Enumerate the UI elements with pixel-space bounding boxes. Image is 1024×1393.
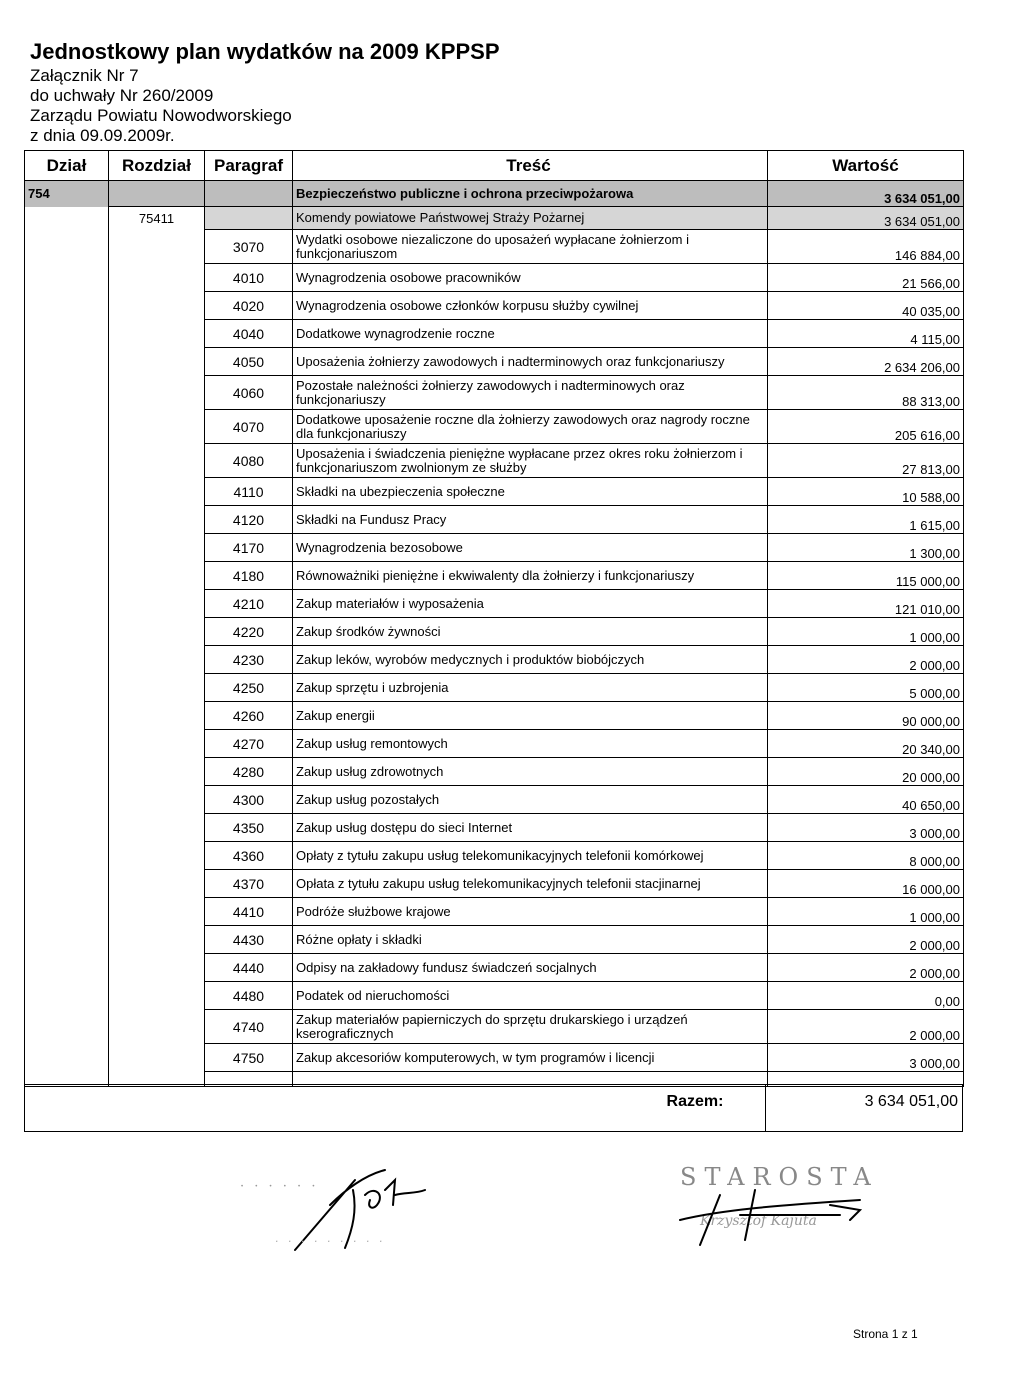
right-signature (660, 1155, 920, 1250)
paragraph-row (25, 898, 964, 926)
table-header-row (25, 151, 964, 181)
paragraph-value: 3 000,00 (768, 814, 964, 842)
paragraph-row (25, 534, 964, 562)
document-title: Jednostkowy plan wydatków na 2009 KPPSP (30, 39, 500, 64)
paragraph-row (25, 292, 964, 320)
paragraph-description: Zakup usług remontowych (293, 730, 768, 758)
paragraph-description: Wynagrodzenia osobowe członków korpusu służby cywilnej (293, 292, 768, 320)
dzial-empty-rozdzial (109, 181, 205, 207)
dzial-row (25, 181, 964, 207)
paragraph-empty-rozdzial (109, 320, 205, 348)
paragraph-empty-dzial (25, 842, 109, 870)
paragraph-code: 4250 (205, 674, 293, 702)
paragraph-description: Odpisy na zakładowy fundusz świadczeń socjalnych (293, 954, 768, 982)
paragraph-empty-dzial (25, 870, 109, 898)
paragraph-row (25, 1010, 964, 1044)
paragraph-row (25, 646, 964, 674)
paragraph-empty-dzial (25, 1044, 109, 1072)
paragraph-code: 4080 (205, 444, 293, 478)
paragraph-value: 2 000,00 (768, 954, 964, 982)
rozdzial-name: Komendy powiatowe Państwowej Straży Pożarnej (293, 207, 768, 230)
paragraph-value: 27 813,00 (768, 444, 964, 478)
paragraph-empty-rozdzial (109, 562, 205, 590)
paragraph-row (25, 842, 964, 870)
dzial-name: Bezpieczeństwo publiczne i ochrona przeciwpożarowa (293, 181, 768, 207)
paragraph-empty-dzial (25, 562, 109, 590)
paragraph-empty-rozdzial (109, 348, 205, 376)
attachment-number: Załącznik Nr 7 (30, 66, 139, 85)
total-value: 3 634 051,00 (864, 1093, 958, 1110)
paragraph-description: Zakup środków żywności (293, 618, 768, 646)
paragraph-description: Różne opłaty i składki (293, 926, 768, 954)
paragraph-value: 2 000,00 (768, 1010, 964, 1044)
paragraph-code: 4010 (205, 264, 293, 292)
left-signature (235, 1150, 445, 1260)
paragraph-value: 16 000,00 (768, 870, 964, 898)
column-header-paragraf: Paragraf (205, 151, 293, 181)
total-row (24, 1084, 963, 1132)
paragraph-row (25, 618, 964, 646)
paragraph-empty-dzial (25, 702, 109, 730)
paragraph-empty-dzial (25, 926, 109, 954)
paragraph-row (25, 230, 964, 264)
paragraph-row (25, 730, 964, 758)
paragraph-row (25, 982, 964, 1010)
paragraph-code: 4220 (205, 618, 293, 646)
paragraph-empty-rozdzial (109, 506, 205, 534)
paragraph-value: 20 340,00 (768, 730, 964, 758)
paragraph-empty-rozdzial (109, 786, 205, 814)
paragraph-empty-rozdzial (109, 376, 205, 410)
paragraph-empty-rozdzial (109, 954, 205, 982)
paragraph-code: 4370 (205, 870, 293, 898)
paragraph-empty-dzial (25, 444, 109, 478)
document-header (30, 38, 500, 146)
paragraph-row (25, 348, 964, 376)
paragraph-empty-dzial (25, 506, 109, 534)
paragraph-value: 0,00 (768, 982, 964, 1010)
paragraph-value: 4 115,00 (768, 320, 964, 348)
paragraph-description: Uposażenia i świadczenia pieniężne wypłacane przez okres roku żołnierzom i funkcjonariuszom zwolnionym ze służby (293, 444, 768, 478)
paragraph-empty-rozdzial (109, 758, 205, 786)
paragraph-row (25, 376, 964, 410)
column-header-rozdzial: Rozdział (109, 151, 205, 181)
paragraph-empty-dzial (25, 814, 109, 842)
paragraph-code: 4360 (205, 842, 293, 870)
paragraph-empty-dzial (25, 674, 109, 702)
rozdzial-empty-paragraf (205, 207, 293, 230)
paragraph-empty-rozdzial (109, 618, 205, 646)
paragraph-value: 115 000,00 (768, 562, 964, 590)
paragraph-description: Uposażenia żołnierzy zawodowych i nadterminowych oraz funkcjonariuszy (293, 348, 768, 376)
paragraph-empty-dzial (25, 478, 109, 506)
paragraph-description: Składki na Fundusz Pracy (293, 506, 768, 534)
paragraph-description: Składki na ubezpieczenia społeczne (293, 478, 768, 506)
paragraph-row (25, 758, 964, 786)
rozdzial-value: 3 634 051,00 (768, 207, 964, 230)
paragraph-row (25, 814, 964, 842)
paragraph-row (25, 674, 964, 702)
paragraph-code: 4050 (205, 348, 293, 376)
paragraph-description: Zakup sprzętu i uzbrojenia (293, 674, 768, 702)
paragraph-row (25, 954, 964, 982)
paragraph-row (25, 410, 964, 444)
budget-table (24, 150, 964, 1087)
paragraph-description: Zakup usług dostępu do sieci Internet (293, 814, 768, 842)
paragraph-description: Pozostałe należności żołnierzy zawodowych i nadterminowych oraz funkcjonariuszy (293, 376, 768, 410)
paragraph-empty-dzial (25, 1010, 109, 1044)
paragraph-code: 4350 (205, 814, 293, 842)
paragraph-value: 121 010,00 (768, 590, 964, 618)
paragraph-empty-dzial (25, 786, 109, 814)
paragraph-empty-rozdzial (109, 410, 205, 444)
resolution-date: z dnia 09.09.2009r. (30, 126, 175, 145)
paragraph-row (25, 562, 964, 590)
paragraph-empty-rozdzial (109, 646, 205, 674)
paragraph-empty-rozdzial (109, 264, 205, 292)
paragraph-code: 4280 (205, 758, 293, 786)
paragraph-value: 10 588,00 (768, 478, 964, 506)
paragraph-description: Opłaty z tytułu zakupu usług telekomunikacyjnych telefonii komórkowej (293, 842, 768, 870)
paragraph-description: Wynagrodzenia osobowe pracowników (293, 264, 768, 292)
paragraph-empty-dzial (25, 348, 109, 376)
paragraph-empty-rozdzial (109, 814, 205, 842)
paragraph-empty-dzial (25, 618, 109, 646)
paragraph-value: 205 616,00 (768, 410, 964, 444)
rozdzial-empty-dzial (25, 207, 109, 230)
paragraph-empty-dzial (25, 758, 109, 786)
paragraph-empty-dzial (25, 264, 109, 292)
paragraph-empty-rozdzial (109, 702, 205, 730)
paragraph-code: 4270 (205, 730, 293, 758)
paragraph-description: Podatek od nieruchomości (293, 982, 768, 1010)
paragraph-description: Podróże służbowe krajowe (293, 898, 768, 926)
paragraph-row (25, 590, 964, 618)
paragraph-empty-rozdzial (109, 842, 205, 870)
paragraph-value: 8 000,00 (768, 842, 964, 870)
paragraph-row (25, 506, 964, 534)
paragraph-description: Zakup leków, wyrobów medycznych i produktów biobójczych (293, 646, 768, 674)
paragraph-value: 1 300,00 (768, 534, 964, 562)
paragraph-empty-dzial (25, 320, 109, 348)
paragraph-row (25, 702, 964, 730)
paragraph-row (25, 1044, 964, 1072)
paragraph-value: 1 615,00 (768, 506, 964, 534)
paragraph-value: 20 000,00 (768, 758, 964, 786)
paragraph-empty-rozdzial (109, 534, 205, 562)
dzial-empty-paragraf (205, 181, 293, 207)
paragraph-empty-dzial (25, 898, 109, 926)
paragraph-code: 4120 (205, 506, 293, 534)
paragraph-value: 146 884,00 (768, 230, 964, 264)
paragraph-code: 4480 (205, 982, 293, 1010)
paragraph-empty-rozdzial (109, 730, 205, 758)
paragraph-value: 90 000,00 (768, 702, 964, 730)
paragraph-description: Dodatkowe wynagrodzenie roczne (293, 320, 768, 348)
paragraph-row (25, 320, 964, 348)
paragraph-value: 2 000,00 (768, 646, 964, 674)
paragraph-code: 4300 (205, 786, 293, 814)
total-label: Razem: (666, 1093, 724, 1110)
svg-text:· · · · · ·: · · · · · · (240, 1179, 319, 1194)
paragraph-code: 4750 (205, 1044, 293, 1072)
paragraph-value: 1 000,00 (768, 898, 964, 926)
paragraph-code: 4440 (205, 954, 293, 982)
paragraph-description: Zakup akcesoriów komputerowych, w tym programów i licencji (293, 1044, 768, 1072)
paragraph-empty-rozdzial (109, 1010, 205, 1044)
paragraph-value: 1 000,00 (768, 618, 964, 646)
paragraph-empty-rozdzial (109, 590, 205, 618)
issuing-body: Zarządu Powiatu Nowodworskiego (30, 106, 292, 125)
column-header-wartosc: Wartość (768, 151, 964, 181)
paragraph-row (25, 264, 964, 292)
paragraph-description: Wydatki osobowe niezaliczone do uposażeń wypłacane żołnierzom i funkcjonariuszom (293, 230, 768, 264)
paragraph-description: Zakup energii (293, 702, 768, 730)
paragraph-empty-rozdzial (109, 478, 205, 506)
paragraph-empty-rozdzial (109, 292, 205, 320)
column-header-tresc: Treść (293, 151, 768, 181)
paragraph-empty-rozdzial (109, 1044, 205, 1072)
rozdzial-code: 75411 (109, 207, 205, 230)
paragraph-value: 21 566,00 (768, 264, 964, 292)
stamp-starosta: STAROSTA (680, 1163, 879, 1191)
paragraph-description: Zakup materiałów papierniczych do sprzętu drukarskiego i urządzeń kserograficznych (293, 1010, 768, 1044)
paragraph-code: 4430 (205, 926, 293, 954)
paragraph-row (25, 926, 964, 954)
page-footer: Strona 1 z 1 (853, 1327, 918, 1341)
paragraph-row (25, 444, 964, 478)
paragraph-description: Dodatkowe uposażenie roczne dla żołnierzy zawodowych oraz nagrody roczne dla funkcjonariuszy (293, 410, 768, 444)
paragraph-code: 4740 (205, 1010, 293, 1044)
paragraph-code: 4110 (205, 478, 293, 506)
paragraph-description: Równoważniki pieniężne i ekwiwalenty dla żołnierzy i funkcjonariuszy (293, 562, 768, 590)
paragraph-empty-rozdzial (109, 230, 205, 264)
resolution-number: do uchwały Nr 260/2009 (30, 86, 214, 105)
dzial-value: 3 634 051,00 (768, 181, 964, 207)
paragraph-description: Wynagrodzenia bezosobowe (293, 534, 768, 562)
paragraph-value: 88 313,00 (768, 376, 964, 410)
paragraph-empty-dzial (25, 292, 109, 320)
paragraph-value: 5 000,00 (768, 674, 964, 702)
paragraph-empty-dzial (25, 590, 109, 618)
paragraph-empty-dzial (25, 230, 109, 264)
paragraph-empty-rozdzial (109, 674, 205, 702)
paragraph-empty-rozdzial (109, 982, 205, 1010)
paragraph-empty-dzial (25, 534, 109, 562)
paragraph-code: 4180 (205, 562, 293, 590)
dzial-code: 754 (25, 181, 109, 207)
paragraph-code: 4070 (205, 410, 293, 444)
paragraph-description: Zakup usług zdrowotnych (293, 758, 768, 786)
paragraph-value: 40 650,00 (768, 786, 964, 814)
paragraph-description: Zakup materiałów i wyposażenia (293, 590, 768, 618)
svg-text:· · · · · · · · ·: · · · · · · · · · (275, 1235, 386, 1248)
paragraph-empty-rozdzial (109, 898, 205, 926)
paragraph-row (25, 786, 964, 814)
paragraph-description: Opłata z tytułu zakupu usług telekomunikacyjnych telefonii stacjinarnej (293, 870, 768, 898)
paragraph-empty-rozdzial (109, 870, 205, 898)
paragraph-code: 4210 (205, 590, 293, 618)
paragraph-value: 2 634 206,00 (768, 348, 964, 376)
paragraph-empty-dzial (25, 410, 109, 444)
paragraph-code: 4410 (205, 898, 293, 926)
paragraph-code: 4260 (205, 702, 293, 730)
paragraph-code: 4170 (205, 534, 293, 562)
paragraph-code: 4230 (205, 646, 293, 674)
paragraph-value: 40 035,00 (768, 292, 964, 320)
paragraph-empty-dzial (25, 646, 109, 674)
column-header-dzial: Dział (25, 151, 109, 181)
paragraph-code: 4020 (205, 292, 293, 320)
paragraph-code: 4040 (205, 320, 293, 348)
paragraph-empty-dzial (25, 982, 109, 1010)
paragraph-description: Zakup usług pozostałych (293, 786, 768, 814)
paragraph-empty-dzial (25, 730, 109, 758)
paragraph-code: 4060 (205, 376, 293, 410)
paragraph-empty-rozdzial (109, 444, 205, 478)
paragraph-row (25, 870, 964, 898)
paragraph-code: 3070 (205, 230, 293, 264)
paragraph-empty-dzial (25, 954, 109, 982)
paragraph-empty-rozdzial (109, 926, 205, 954)
paragraph-empty-dzial (25, 376, 109, 410)
paragraph-value: 3 000,00 (768, 1044, 964, 1072)
stamp-name: Krzysztof Kajuta (700, 1213, 817, 1229)
rozdzial-row (25, 207, 964, 230)
paragraph-value: 2 000,00 (768, 926, 964, 954)
paragraph-row (25, 478, 964, 506)
